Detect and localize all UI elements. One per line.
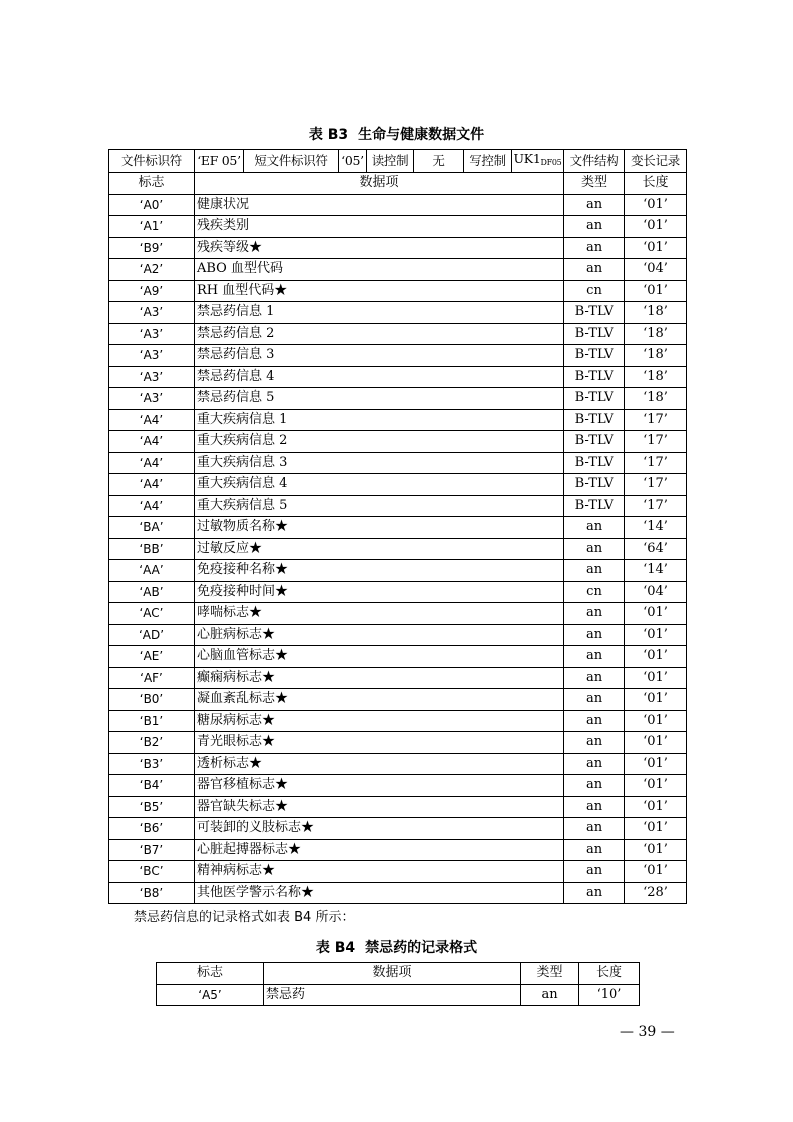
- cell-tag: ‘B2’: [109, 732, 195, 754]
- cell-item: 器官移植标志★: [195, 775, 564, 797]
- cell-length: ‘01’: [625, 280, 687, 302]
- cell-item: 精神病标志★: [195, 861, 564, 883]
- cell-type: an: [564, 194, 625, 216]
- cell-length: ‘18’: [625, 345, 687, 367]
- cell-type: B-TLV: [564, 409, 625, 431]
- cell-type: B-TLV: [564, 474, 625, 496]
- table-row: [109, 409, 687, 431]
- cell-type: an: [564, 603, 625, 625]
- cell-type: B-TLV: [564, 388, 625, 410]
- cell-item: 过敏反应★: [195, 538, 564, 560]
- column-type: 类型: [521, 963, 579, 985]
- table-row: [109, 710, 687, 732]
- cell-type: an: [564, 667, 625, 689]
- cell-length: ‘18’: [625, 302, 687, 324]
- cell-type: an: [564, 560, 625, 582]
- cell-item: 禁忌药信息 3: [195, 345, 564, 367]
- cell-length: ‘14’: [625, 517, 687, 539]
- table-row: [109, 753, 687, 775]
- table-row: [109, 775, 687, 797]
- note-before: 禁忌药信息的记录格式如表: [134, 910, 295, 925]
- column-tag: 标志: [109, 173, 195, 195]
- cell-item: 凝血紊乱标志★: [195, 689, 564, 711]
- cell-item: 重大疾病信息 2: [195, 431, 564, 453]
- table-row: [109, 560, 687, 582]
- cell-item: 健康状况: [195, 194, 564, 216]
- cell-tag: ‘A1’: [109, 216, 195, 238]
- write-control-label: 写控制: [464, 150, 512, 173]
- cell-item: ABO 血型代码: [195, 259, 564, 281]
- table-b4: [156, 962, 640, 1006]
- cell-length: ‘01’: [625, 775, 687, 797]
- table-row: [109, 818, 687, 840]
- cell-length: ‘18’: [625, 388, 687, 410]
- cell-item: 糖尿病标志★: [195, 710, 564, 732]
- cell-type: B-TLV: [564, 366, 625, 388]
- cell-length: ‘01’: [625, 861, 687, 883]
- cell-item: 重大疾病信息 5: [195, 495, 564, 517]
- table-b3-header-row: [109, 150, 687, 173]
- cell-tag: ‘BB’: [109, 538, 195, 560]
- cell-tag: ‘A4’: [109, 431, 195, 453]
- cell-type: cn: [564, 581, 625, 603]
- cell-tag: ‘BA’: [109, 517, 195, 539]
- table-row: [109, 646, 687, 668]
- cell-type: an: [564, 796, 625, 818]
- cell-tag: ‘A4’: [109, 495, 195, 517]
- cell-length: ‘01’: [625, 818, 687, 840]
- cell-type: an: [564, 818, 625, 840]
- cell-tag: ‘BC’: [109, 861, 195, 883]
- short-id-value: ‘05’: [339, 150, 367, 173]
- table-row: [109, 452, 687, 474]
- cell-type: an: [564, 538, 625, 560]
- cell-type: an: [521, 984, 579, 1006]
- cell-item: 免疫接种名称★: [195, 560, 564, 582]
- cell-tag: ‘B6’: [109, 818, 195, 840]
- table-b3-label: 表 B3: [308, 127, 349, 143]
- cell-length: ‘01’: [625, 194, 687, 216]
- cell-item: 禁忌药信息 5: [195, 388, 564, 410]
- write-control-value: [512, 150, 564, 173]
- cell-tag: ‘A4’: [109, 474, 195, 496]
- cell-length: ‘28’: [625, 882, 687, 904]
- write-control-main: UK1: [513, 151, 541, 166]
- cell-length: ‘10’: [579, 984, 640, 1006]
- cell-tag: ‘B0’: [109, 689, 195, 711]
- cell-item: 透析标志★: [195, 753, 564, 775]
- table-row: [109, 667, 687, 689]
- short-id-label: 短文件标识符: [244, 150, 339, 173]
- cell-item: 哮喘标志★: [195, 603, 564, 625]
- cell-type: an: [564, 646, 625, 668]
- cell-tag: ‘AF’: [109, 667, 195, 689]
- table-row: [109, 431, 687, 453]
- cell-type: an: [564, 839, 625, 861]
- cell-length: ‘17’: [625, 409, 687, 431]
- cell-tag: ‘AC’: [109, 603, 195, 625]
- file-structure-label: 文件结构: [564, 150, 625, 173]
- cell-length: ‘14’: [625, 560, 687, 582]
- table-row: [109, 237, 687, 259]
- cell-length: ‘01’: [625, 710, 687, 732]
- cell-item: 心脏起搏器标志★: [195, 839, 564, 861]
- cell-tag: ‘B7’: [109, 839, 195, 861]
- column-tag: 标志: [157, 963, 264, 985]
- table-row: [109, 388, 687, 410]
- cell-tag: ‘B8’: [109, 882, 195, 904]
- page-number: — 39 —: [620, 1024, 675, 1040]
- table-b4-body: [157, 984, 640, 1006]
- cell-tag: ‘AB’: [109, 581, 195, 603]
- read-control-label: 读控制: [367, 150, 414, 173]
- table-row: [109, 624, 687, 646]
- table-row: [109, 345, 687, 367]
- column-type: 类型: [564, 173, 625, 195]
- cell-length: ‘18’: [625, 366, 687, 388]
- cell-length: ‘01’: [625, 753, 687, 775]
- cell-length: ‘01’: [625, 624, 687, 646]
- table-row: [109, 882, 687, 904]
- cell-item: 心脑血管标志★: [195, 646, 564, 668]
- cell-item: 其他医学警示名称★: [195, 882, 564, 904]
- write-control-sub: DF05: [540, 158, 562, 167]
- cell-tag: ‘B1’: [109, 710, 195, 732]
- cell-item: 禁忌药信息 4: [195, 366, 564, 388]
- cell-item: 残疾类别: [195, 216, 564, 238]
- cell-length: ‘01’: [625, 839, 687, 861]
- cell-tag: ‘AA’: [109, 560, 195, 582]
- cell-tag: ‘A9’: [109, 280, 195, 302]
- cell-item: 免疫接种时间★: [195, 581, 564, 603]
- cell-item: 重大疾病信息 1: [195, 409, 564, 431]
- table-row: [109, 495, 687, 517]
- table-b3-caption: [0, 124, 793, 144]
- file-structure-value: 变长记录: [625, 150, 687, 173]
- cell-tag: ‘B5’: [109, 796, 195, 818]
- cell-type: an: [564, 710, 625, 732]
- cell-type: B-TLV: [564, 431, 625, 453]
- column-length: 长度: [625, 173, 687, 195]
- table-row: [109, 538, 687, 560]
- column-item: 数据项: [264, 963, 521, 985]
- cell-type: B-TLV: [564, 495, 625, 517]
- file-id-label: 文件标识符: [109, 150, 195, 173]
- cell-type: an: [564, 732, 625, 754]
- table-b4-label: 表 B4: [315, 940, 356, 956]
- table-row: [109, 302, 687, 324]
- table-b3-body: [109, 194, 687, 904]
- table-row: [109, 517, 687, 539]
- file-id-value: ‘EF 05’: [195, 150, 244, 173]
- table-row: [109, 216, 687, 238]
- cell-type: an: [564, 861, 625, 883]
- cell-length: ‘01’: [625, 237, 687, 259]
- cell-item: 癫痫病标志★: [195, 667, 564, 689]
- cell-length: ‘01’: [625, 796, 687, 818]
- cell-tag: ‘A5’: [157, 984, 264, 1006]
- table-row: [109, 366, 687, 388]
- table-row: [109, 194, 687, 216]
- cell-length: ‘17’: [625, 474, 687, 496]
- cell-length: ‘18’: [625, 323, 687, 345]
- cell-length: ‘17’: [625, 452, 687, 474]
- table-b3: [108, 149, 687, 904]
- cell-tag: ‘B9’: [109, 237, 195, 259]
- cell-type: an: [564, 753, 625, 775]
- cell-length: ‘64’: [625, 538, 687, 560]
- cell-tag: ‘A4’: [109, 409, 195, 431]
- cell-length: ‘01’: [625, 667, 687, 689]
- cell-item: 器官缺失标志★: [195, 796, 564, 818]
- cell-item: 禁忌药信息 2: [195, 323, 564, 345]
- cell-length: ‘01’: [625, 216, 687, 238]
- cell-item: 重大疾病信息 4: [195, 474, 564, 496]
- table-row: [109, 839, 687, 861]
- note-ref: B4: [294, 910, 312, 925]
- cell-tag: ‘A3’: [109, 302, 195, 324]
- cell-type: B-TLV: [564, 302, 625, 324]
- table-row: [109, 796, 687, 818]
- cell-type: an: [564, 624, 625, 646]
- cell-length: ‘01’: [625, 732, 687, 754]
- table-row: [109, 603, 687, 625]
- note-after: 所示：: [311, 910, 355, 925]
- table-row: [157, 984, 640, 1006]
- cell-type: an: [564, 216, 625, 238]
- cell-tag: ‘A4’: [109, 452, 195, 474]
- cell-type: an: [564, 237, 625, 259]
- column-length: 长度: [579, 963, 640, 985]
- cell-tag: ‘B3’: [109, 753, 195, 775]
- cell-tag: ‘A3’: [109, 323, 195, 345]
- table-b3-column-header: [109, 173, 687, 195]
- table-b3-title: 生命与健康数据文件: [358, 127, 485, 143]
- cell-item: 可装卸的义肢标志★: [195, 818, 564, 840]
- cell-type: cn: [564, 280, 625, 302]
- table-row: [109, 474, 687, 496]
- cell-length: ‘01’: [625, 689, 687, 711]
- table-b4-title: 禁忌药的记录格式: [365, 940, 478, 956]
- table-row: [109, 323, 687, 345]
- note-text: [134, 906, 354, 925]
- cell-length: ‘17’: [625, 495, 687, 517]
- cell-tag: ‘A3’: [109, 388, 195, 410]
- cell-length: ‘04’: [625, 581, 687, 603]
- read-control-value: 无: [414, 150, 464, 173]
- cell-item: 禁忌药信息 1: [195, 302, 564, 324]
- cell-type: B-TLV: [564, 452, 625, 474]
- cell-length: ‘17’: [625, 431, 687, 453]
- cell-tag: ‘AD’: [109, 624, 195, 646]
- cell-tag: ‘A3’: [109, 345, 195, 367]
- cell-item: 重大疾病信息 3: [195, 452, 564, 474]
- cell-length: ‘04’: [625, 259, 687, 281]
- cell-item: 心脏病标志★: [195, 624, 564, 646]
- cell-tag: ‘B4’: [109, 775, 195, 797]
- table-row: [109, 581, 687, 603]
- cell-item: 残疾等级★: [195, 237, 564, 259]
- cell-item: 青光眼标志★: [195, 732, 564, 754]
- cell-type: B-TLV: [564, 345, 625, 367]
- cell-item: 过敏物质名称★: [195, 517, 564, 539]
- table-row: [109, 689, 687, 711]
- table-b4-column-header: [157, 963, 640, 985]
- table-row: [109, 732, 687, 754]
- cell-type: an: [564, 259, 625, 281]
- cell-item: 禁忌药: [264, 984, 521, 1006]
- cell-type: an: [564, 775, 625, 797]
- cell-type: B-TLV: [564, 323, 625, 345]
- cell-tag: ‘AE’: [109, 646, 195, 668]
- table-row: [109, 280, 687, 302]
- cell-type: an: [564, 882, 625, 904]
- cell-tag: ‘A3’: [109, 366, 195, 388]
- table-row: [109, 861, 687, 883]
- table-row: [109, 259, 687, 281]
- table-b4-caption: [0, 937, 793, 957]
- cell-type: an: [564, 517, 625, 539]
- cell-tag: ‘A2’: [109, 259, 195, 281]
- cell-length: ‘01’: [625, 603, 687, 625]
- cell-item: RH 血型代码★: [195, 280, 564, 302]
- cell-tag: ‘A0’: [109, 194, 195, 216]
- cell-length: ‘01’: [625, 646, 687, 668]
- column-item: 数据项: [195, 173, 564, 195]
- cell-type: an: [564, 689, 625, 711]
